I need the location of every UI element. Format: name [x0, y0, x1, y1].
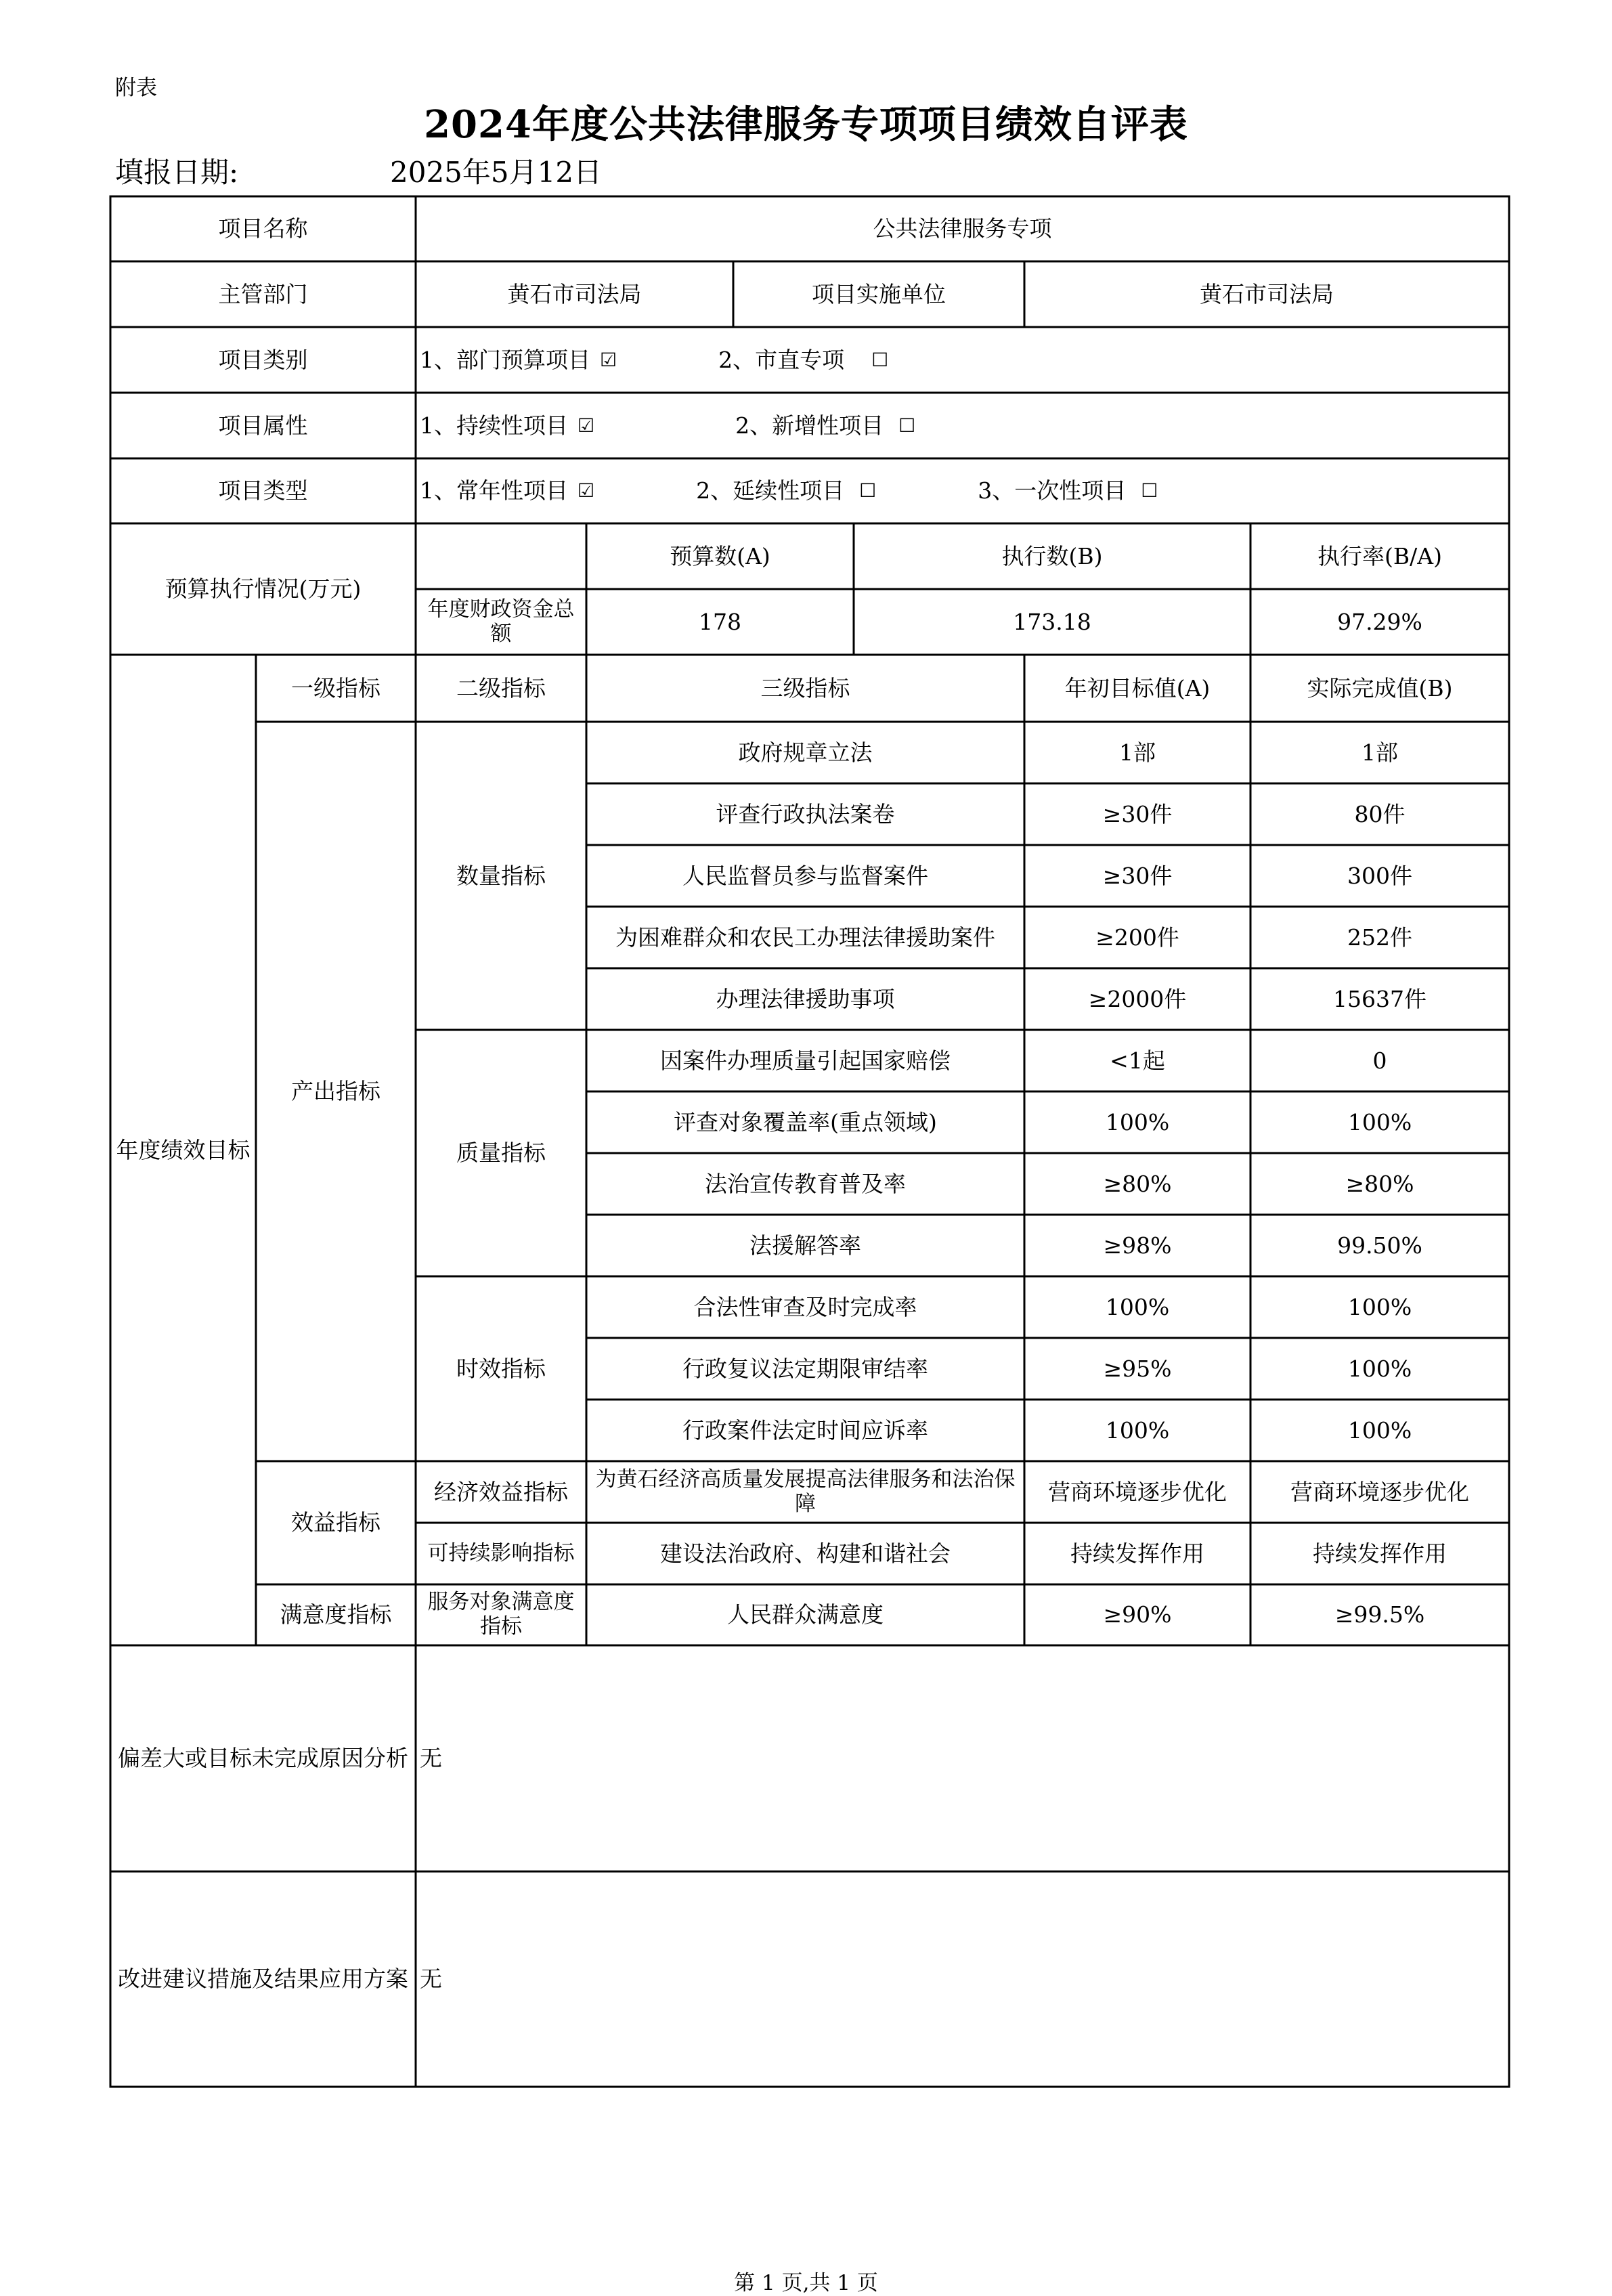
- goal-indicator: 人民群众满意度: [727, 1601, 884, 1628]
- exec-value: 173.18: [1013, 608, 1091, 635]
- goal-actual: ≥80%: [1345, 1170, 1414, 1197]
- goal-actual: 99.50%: [1337, 1232, 1422, 1259]
- checked-box-icon: ☑: [578, 479, 595, 502]
- output-indicator-label: 产出指标: [291, 1078, 380, 1105]
- deviation-value: 无: [420, 1745, 442, 1772]
- category-label: 项目类别: [218, 346, 308, 373]
- category-option-2: 2、市直专项: [718, 346, 845, 373]
- budget-col-budget: 预算数(A): [670, 542, 770, 569]
- goal-actual: 100%: [1347, 1416, 1412, 1444]
- goal-actual: 1部: [1362, 739, 1398, 766]
- goal-indicator: 法援解答率: [749, 1232, 861, 1259]
- header-level2: 二级指标: [456, 674, 546, 701]
- attribute-label: 项目属性: [218, 412, 308, 439]
- goal-target: ≥90%: [1103, 1601, 1172, 1628]
- page-footer: 第 1 页,共 1 页: [734, 2271, 878, 2295]
- type-label: 项目类型: [218, 477, 308, 504]
- quantity-indicator-label: 数量指标: [456, 862, 546, 889]
- goal-indicator: 行政案件法定时间应诉率: [682, 1416, 928, 1444]
- header-level1: 一级指标: [291, 674, 380, 701]
- fill-date-value: 2025年5月12日: [390, 156, 603, 189]
- attachment-label: 附表: [115, 76, 157, 100]
- goal-target: 100%: [1105, 1108, 1170, 1135]
- goal-target: 1部: [1119, 739, 1156, 766]
- unchecked-box-icon: ☐: [859, 479, 877, 502]
- goal-actual: 252件: [1347, 924, 1412, 951]
- goal-indicator: 法治宣传教育普及率: [705, 1170, 906, 1197]
- goal-actual: 100%: [1347, 1108, 1412, 1135]
- checked-box-icon: ☑: [600, 348, 617, 371]
- goal-actual: 营商环境逐步优化: [1290, 1478, 1469, 1505]
- goal-target: ≥200件: [1095, 924, 1179, 951]
- improvement-value: 无: [420, 1966, 442, 1993]
- deviation-label: 偏差大或目标未完成原因分析: [118, 1745, 408, 1772]
- economic-indicator-label: 经济效益指标: [434, 1478, 568, 1505]
- goal-indicator: 评查行政执法案卷: [716, 800, 895, 827]
- category-options: [416, 327, 1509, 393]
- type-option-1: 1、常年性项目: [420, 477, 568, 504]
- type-option-3: 3、一次性项目: [978, 477, 1127, 504]
- goal-target: ≥30件: [1102, 862, 1173, 889]
- dept-value: 黄石市司法局: [507, 280, 642, 307]
- rate-value: 97.29%: [1337, 608, 1422, 635]
- budget-col-rate: 执行率(B/A): [1317, 542, 1442, 569]
- goal-actual: 100%: [1347, 1293, 1412, 1320]
- goal-indicator: 为困难群众和农民工办理法律援助案件: [615, 924, 995, 951]
- budget-col-exec: 执行数(B): [1001, 542, 1103, 569]
- goal-indicator: 人民监督员参与监督案件: [682, 862, 928, 889]
- project-name-label: 项目名称: [218, 215, 308, 242]
- goal-indicator: 合法性审查及时完成率: [693, 1293, 917, 1320]
- goal-target: ≥2000件: [1088, 985, 1187, 1012]
- goal-indicator: 政府规章立法: [738, 739, 873, 766]
- page-title: 2024年度公共法律服务专项项目绩效自评表: [424, 102, 1188, 147]
- goal-target: 营商环境逐步优化: [1048, 1478, 1227, 1505]
- goal-actual: ≥99.5%: [1334, 1601, 1425, 1628]
- goal-target: ≥80%: [1103, 1170, 1172, 1197]
- header-actual: 实际完成值(B): [1307, 674, 1453, 701]
- budget-row-label: 年度财政资金总额: [427, 597, 575, 646]
- attribute-option-2: 2、新增性项目: [735, 412, 884, 439]
- goal-indicator: 为黄石经济高质量发展提高法律服务和法治保障: [595, 1467, 1016, 1516]
- goal-target: ≥30件: [1102, 800, 1173, 827]
- impl-unit-label: 项目实施单位: [812, 280, 946, 307]
- dept-label: 主管部门: [218, 280, 308, 307]
- goal-indicator: 因案件办理质量引起国家赔偿: [660, 1047, 951, 1074]
- satisfaction-indicator-label: 满意度指标: [280, 1601, 392, 1628]
- goal-target: ≥98%: [1103, 1232, 1172, 1259]
- goal-actual: 100%: [1347, 1355, 1412, 1382]
- fill-date: [115, 150, 603, 191]
- goal-actual: 15637件: [1333, 985, 1426, 1012]
- goal-target: <1起: [1110, 1047, 1165, 1074]
- goal-actual: 80件: [1354, 800, 1406, 827]
- attribute-option-1: 1、持续性项目: [420, 412, 568, 439]
- unchecked-box-icon: ☐: [871, 348, 889, 371]
- budget-label: 预算执行情况(万元): [165, 576, 362, 603]
- goal-target: ≥95%: [1103, 1355, 1172, 1382]
- checked-box-icon: ☑: [578, 414, 595, 437]
- goal-actual: 0: [1372, 1047, 1387, 1074]
- goal-indicator: 评查对象覆盖率(重点领域): [674, 1108, 937, 1135]
- quality-indicator-label: 质量指标: [456, 1140, 546, 1167]
- goal-actual: 300件: [1347, 862, 1412, 889]
- goal-actual: 持续发挥作用: [1313, 1540, 1447, 1567]
- type-option-2: 2、延续性项目: [696, 477, 845, 504]
- type-options: [416, 458, 1509, 523]
- project-name-value: 公共法律服务专项: [873, 215, 1052, 242]
- timeliness-indicator-label: 时效指标: [456, 1355, 546, 1382]
- category-option-1: 1、部门预算项目: [420, 346, 590, 373]
- budget-value: 178: [699, 608, 741, 635]
- impl-unit-value: 黄石市司法局: [1200, 280, 1334, 307]
- unchecked-box-icon: ☐: [898, 414, 916, 437]
- service-satisfaction-label: 服务对象满意度指标: [427, 1590, 575, 1639]
- fill-date-label: 填报日期:: [115, 156, 239, 189]
- goal-indicator: 办理法律援助事项: [716, 985, 895, 1012]
- unchecked-box-icon: ☐: [1141, 479, 1158, 502]
- attribute-options: [416, 393, 1509, 458]
- header-level3: 三级指标: [760, 674, 850, 701]
- goal-target: 100%: [1105, 1293, 1170, 1320]
- goal-indicator: 建设法治政府、构建和谐社会: [660, 1540, 951, 1567]
- header-target: 年初目标值(A): [1064, 674, 1211, 701]
- sustain-indicator-label: 可持续影响指标: [427, 1540, 575, 1565]
- goal-target: 100%: [1105, 1416, 1170, 1444]
- goal-target: 持续发挥作用: [1070, 1540, 1204, 1567]
- improvement-label: 改进建议措施及结果应用方案: [118, 1966, 408, 1993]
- benefit-indicator-label: 效益指标: [291, 1509, 380, 1536]
- goal-indicator: 行政复议法定期限审结率: [682, 1355, 928, 1382]
- goals-section-label: 年度绩效目标: [116, 1136, 250, 1163]
